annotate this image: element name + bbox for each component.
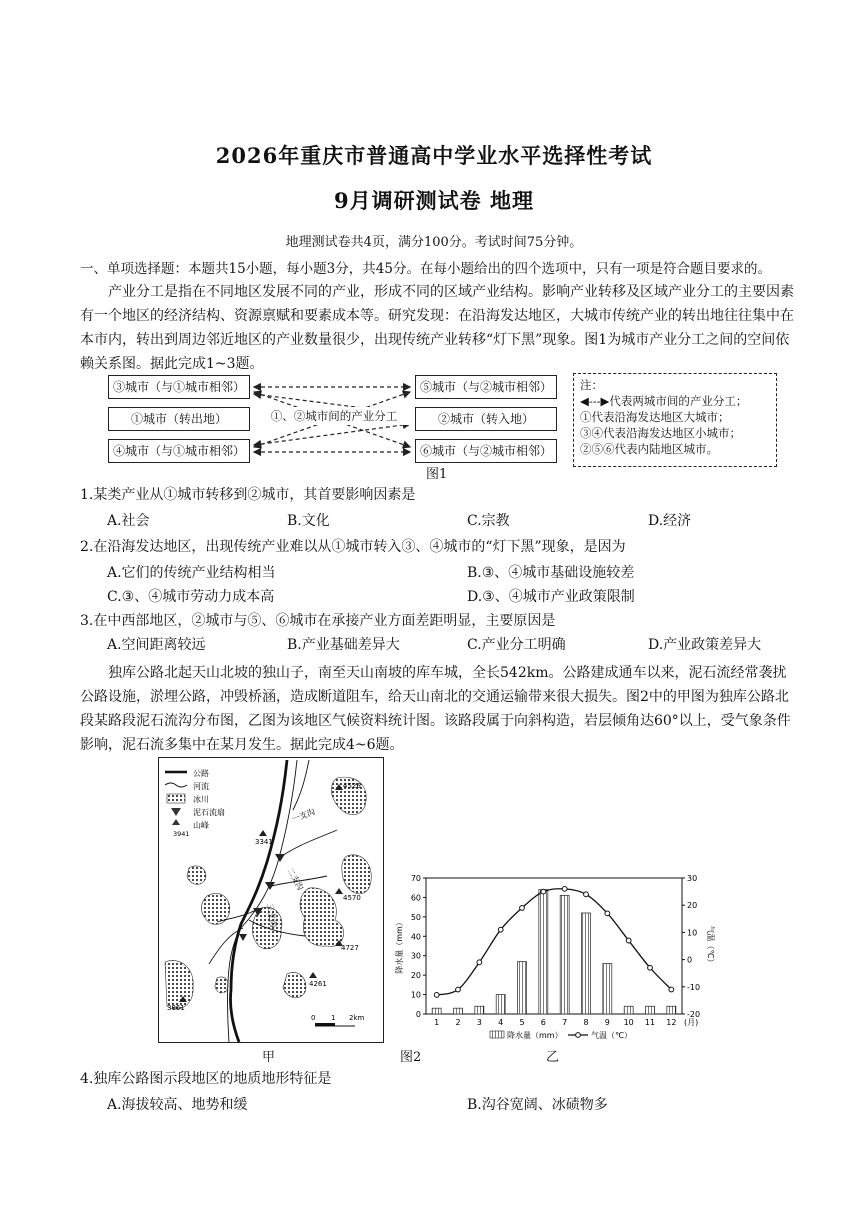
chart-label: 乙 xyxy=(546,1050,560,1065)
section-heading: 一、单项选择题：本题共15小题，每小题3分，共45分。在每小题给出的四个选项中，只有一项是符合题目要求的。 xyxy=(80,261,771,277)
peak-label: 3341 xyxy=(255,838,273,846)
x-tick-label: 10 xyxy=(623,1018,634,1027)
map-drawing xyxy=(159,758,383,1042)
question-3-option-d[interactable]: D.产业政策差异大 xyxy=(648,637,762,653)
figure-2-caption: 图2 xyxy=(400,1050,422,1065)
y-right-tick-label: 30 xyxy=(687,874,698,883)
temperature-point xyxy=(434,993,439,998)
legend-precip-swatch xyxy=(490,1031,504,1038)
question-1-option-a[interactable]: A.社会 xyxy=(107,513,150,529)
temperature-point xyxy=(584,892,589,897)
passage-1: 产业分工是指在不同地区发展不同的产业，形成不同的区域产业结构。影响产业转移及区域产业分工的主要因素有一个地区的经济结构、资源禀赋和要素成本等。研究发现：在沿海发达地区，大城市传统产业的转出地往往集中在本市内，转出到周边邻近地区的产业数量很少，出现传统产业转移“灯下黑”现象。图1为城市产业分工之间的空间依赖关系图。据此完成1~3题。 xyxy=(80,284,794,372)
x-tick-label: 12 xyxy=(666,1018,677,1027)
note-line: ③④代表沿海发达地区小城市； xyxy=(580,426,741,440)
y-right-tick-label: 20 xyxy=(687,901,698,911)
precip-bar xyxy=(454,1008,463,1014)
precip-bar xyxy=(646,1006,655,1014)
precip-bar xyxy=(667,1006,676,1014)
temperature-point xyxy=(669,987,674,992)
peak-label: 4526 xyxy=(343,782,361,790)
legend-temp-label: 气温（℃） xyxy=(591,1031,632,1040)
legend-precip-label: 降水量（mm） xyxy=(507,1031,563,1040)
question-3-option-b[interactable]: B.产业基础差异大 xyxy=(287,637,400,653)
x-tick-label: 2 xyxy=(455,1018,461,1027)
climate-chart xyxy=(390,866,730,1046)
precip-bar xyxy=(496,995,505,1014)
box-city-3: ③城市（与①城市相邻） xyxy=(108,375,250,399)
temperature-point xyxy=(477,960,482,965)
exam-info: 地理测试卷共4页，满分100分。考试时间75分钟。 xyxy=(285,235,583,250)
exam-title: 2026年重庆市普通高中学业水平选择性考试 xyxy=(215,143,653,168)
x-tick-label: 3 xyxy=(476,1018,482,1027)
question-2-option-d[interactable]: D.③、④城市产业政策限制 xyxy=(467,589,635,605)
box-city-5: ⑤城市（与②城市相邻） xyxy=(415,375,557,399)
y-left-tick-label: 20 xyxy=(410,971,421,981)
legend-fan: 泥石流扇 xyxy=(193,808,225,817)
peak-label: 4727 xyxy=(341,944,359,952)
y-right-tick-label: -20 xyxy=(687,1010,701,1019)
temperature-point xyxy=(562,886,567,891)
figure-1-note xyxy=(573,373,777,467)
question-3-stem: 3.在中西部地区，②城市与⑤、⑥城市在承接产业方面差距明显，主要原因是 xyxy=(80,613,556,629)
gully-label: 二支沟 xyxy=(285,866,306,892)
passage-2: 独库公路北起天山北坡的独山子，南至天山南坡的库车城，全长542km。公路建成通车以来，泥石流经常袭扰公路设施，淤埋公路，冲毁桥涵，造成断道阻车，给天山南北的交通运输带来很大损失。图2中的甲图为独库公路北段某路段泥石流沟分布图，乙图为该地区气候资料统计图。该路段属于向斜构造，岩层倾角达60°以上，受气象条件影响，泥石流多集中在某月发生。据此完成4~6题。 xyxy=(80,665,791,753)
legend-river: 河流 xyxy=(193,782,209,791)
note-title: 注： xyxy=(580,378,603,392)
temperature-point xyxy=(456,987,461,992)
plot-frame xyxy=(426,878,682,1014)
question-1-stem: 1.某类产业从①城市转移到②城市，其首要影响因素是 xyxy=(80,487,416,503)
y-left-tick-label: 40 xyxy=(410,932,421,942)
x-tick-label: 8 xyxy=(583,1018,589,1027)
question-1-option-c[interactable]: C.宗教 xyxy=(467,513,510,529)
question-4-stem: 4.独库公路图示段地区的地质地形特征是 xyxy=(80,1071,332,1087)
x-tick-label: 11 xyxy=(644,1018,656,1027)
y-left-tick-label: 50 xyxy=(410,912,421,922)
legend-temp-marker xyxy=(576,1033,581,1038)
question-2-option-a[interactable]: A.它们的传统产业结构相当 xyxy=(107,565,276,581)
y-left-tick-label: 0 xyxy=(415,1010,421,1019)
box-city-2: ②城市（转入地） xyxy=(415,407,557,431)
x-unit-label: (月) xyxy=(684,1018,699,1027)
question-3-option-c[interactable]: C.产业分工明确 xyxy=(467,637,566,653)
temperature-point xyxy=(520,906,525,911)
box-city-1: ①城市（转出地） xyxy=(108,407,250,431)
y-right-label: 气温（℃） xyxy=(706,925,715,967)
temperature-point xyxy=(605,911,610,916)
middle-label: ①、②城市间的产业分工 xyxy=(256,407,412,425)
temperature-point xyxy=(648,965,653,970)
legend-road: 公路 xyxy=(193,769,209,778)
note-line: ◀---▶代表两城市间的产业分工； xyxy=(580,394,748,408)
y-left-tick-label: 10 xyxy=(410,990,421,1000)
precip-bar xyxy=(518,962,527,1014)
map-jia xyxy=(158,757,384,1043)
scale-label: 2km xyxy=(349,1014,365,1022)
question-4-option-a[interactable]: A.海拔较高、地势和缓 xyxy=(107,1097,248,1113)
precip-bar xyxy=(475,1006,484,1014)
question-1-option-b[interactable]: B.文化 xyxy=(287,513,330,529)
x-tick-label: 4 xyxy=(498,1018,504,1027)
map-label: 甲 xyxy=(262,1050,276,1065)
x-tick-label: 6 xyxy=(540,1018,546,1027)
figure-1-caption: 图1 xyxy=(426,467,448,482)
box-city-4: ④城市（与①城市相邻） xyxy=(108,439,250,463)
map-legend xyxy=(165,768,225,838)
question-2-option-b[interactable]: B.③、④城市基础设施较差 xyxy=(467,565,635,581)
question-4-option-b[interactable]: B.沟谷宽阔、冰碛物多 xyxy=(467,1097,608,1113)
precip-bar xyxy=(603,963,612,1014)
gully-label: 三支沟 xyxy=(265,902,279,928)
temperature-point xyxy=(541,889,546,894)
question-2-option-c[interactable]: C.③、④城市劳动力成本高 xyxy=(107,589,275,605)
legend-peak-sample: 3941 xyxy=(173,830,190,838)
y-left-label: 降水量（mm） xyxy=(395,918,404,974)
peak-label: 4570 xyxy=(343,894,361,902)
y-right-tick-label: 0 xyxy=(687,955,693,965)
y-left-tick-label: 70 xyxy=(410,874,421,883)
precip-bar xyxy=(624,1006,633,1014)
box-city-6: ⑥城市（与②城市相邻） xyxy=(415,439,557,463)
y-left-tick-label: 60 xyxy=(410,893,421,903)
temperature-line xyxy=(437,889,672,995)
y-right-tick-label: 10 xyxy=(687,928,698,938)
road xyxy=(230,760,287,1042)
question-1-option-d[interactable]: D.经济 xyxy=(648,513,692,529)
y-right-tick-label: -10 xyxy=(687,982,701,992)
precip-bar xyxy=(539,890,548,1014)
note-line: ②⑤⑥代表内陆地区城市。 xyxy=(580,442,718,456)
gully-label: 一支沟 xyxy=(290,807,317,824)
peak-label: 4261 xyxy=(309,980,327,988)
x-tick-label: 9 xyxy=(604,1018,610,1027)
x-tick-label: 7 xyxy=(562,1018,568,1027)
note-line: ①代表沿海发达地区大城市； xyxy=(580,410,730,424)
legend-peak: 山峰 xyxy=(193,821,209,830)
peak-label: 3961 xyxy=(167,1004,185,1012)
question-2-stem: 2.在沿海发达地区，出现传统产业难以从①城市转入③、④城市的“灯下黑”现象，是因为 xyxy=(80,539,626,555)
temperature-point xyxy=(626,938,631,943)
precip-bar xyxy=(560,895,569,1014)
scale-label: 0 xyxy=(311,1014,316,1022)
precip-bar xyxy=(432,1008,441,1014)
x-tick-label: 1 xyxy=(434,1018,440,1027)
legend-glacier: 冰川 xyxy=(193,795,209,804)
exam-subtitle: 9月调研测试卷 地理 xyxy=(334,188,534,213)
scale-label: 1 xyxy=(331,1014,336,1022)
x-tick-label: 5 xyxy=(519,1018,525,1027)
temperature-point xyxy=(498,927,503,932)
question-3-option-a[interactable]: A.空间距离较远 xyxy=(107,637,206,653)
scale-bar xyxy=(311,1014,365,1026)
precip-bar xyxy=(582,913,591,1014)
y-left-tick-label: 30 xyxy=(410,951,421,961)
